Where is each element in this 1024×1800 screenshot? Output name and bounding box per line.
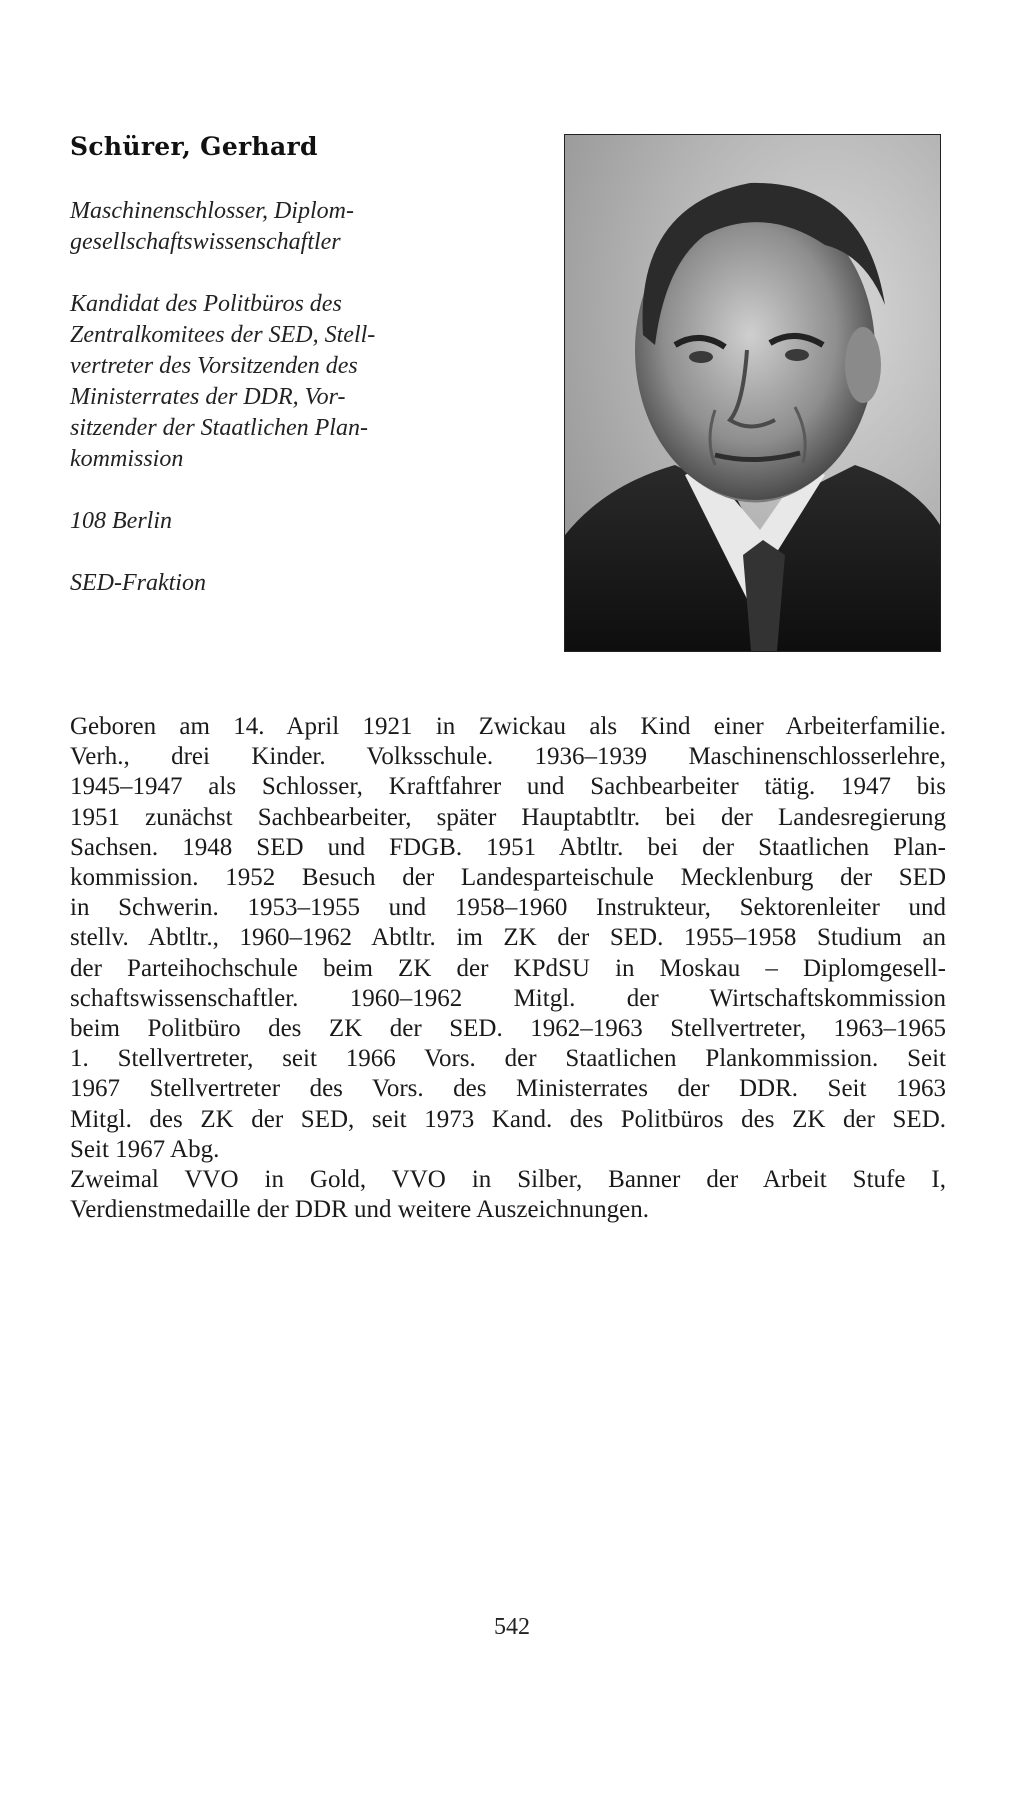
biography-line: Mitgl. des ZK der SED, seit 1973 Kand. des Politbüros des ZK der SED. (70, 1105, 946, 1133)
biography-line: in Schwerin. 1953–1955 und 1958–1960 Instrukteur, Sektorenleiter und (70, 894, 946, 922)
position-line: Kandidat des Politbüros des (70, 291, 342, 317)
biography-line: Verh., drei Kinder. Volksschule. 1936–1939 Maschinenschlosserlehre, (70, 743, 946, 771)
position-line: Zentralkomitees der SED, Stell- (70, 322, 376, 348)
biography-line: Sachsen. 1948 SED und FDGB. 1951 Abtltr. bei der Staatlichen Plan- (70, 833, 946, 861)
biography-line: kommission. 1952 Besuch der Landesparteischule Mecklenburg der SED (70, 864, 946, 892)
location: 108 Berlin (70, 508, 172, 534)
position-line: vertreter des Vorsitzenden des (70, 353, 358, 379)
biography-line: 1951 zunächst Sachbearbeiter, später Hauptabtltr. bei der Landesregierung (70, 803, 946, 831)
awards-line: Verdienstmedaille der DDR und weitere Auszeichnungen. (70, 1196, 649, 1224)
profession-line: gesellschaftswissenschaftler (70, 229, 341, 255)
biography-line: Geboren am 14. April 1921 in Zwickau als Kind einer Arbeiterfamilie. (70, 713, 946, 740)
position-line: sitzender der Staatlichen Plan- (70, 415, 368, 441)
page-number: 542 (494, 1614, 530, 1640)
faction: SED-Fraktion (70, 570, 206, 596)
position-line: kommission (70, 446, 184, 472)
entry-summary (70, 196, 440, 630)
position-line: Ministerrates der DDR, Vor- (70, 384, 346, 410)
biography-line: 1967 Stellvertreter des Vors. des Ministerrates der DDR. Seit 1963 (70, 1075, 946, 1103)
biography-line: 1. Stellvertreter, seit 1966 Vors. der Staatlichen Plankommission. Seit (70, 1045, 946, 1073)
position (70, 289, 440, 475)
profession-line: Maschinenschlosser, Diplom- (70, 198, 354, 224)
biography-line: beim Politbüro des ZK der SED. 1962–1963 Stellvertreter, 1963–1965 (70, 1015, 946, 1043)
biography-line: stellv. Abtltr., 1960–1962 Abtltr. im ZK der SED. 1955–1958 Studium an (70, 924, 946, 952)
profession (70, 196, 440, 258)
biography-text (70, 712, 946, 1225)
entry-name: Schürer, Gerhard (70, 132, 318, 161)
biography-line: 1945–1947 als Schlosser, Kraftfahrer und Sachbearbeiter tätig. 1947 bis (70, 773, 946, 801)
biography-line: schaftswissenschaftler. 1960–1962 Mitgl. der Wirtschaftskommission (70, 984, 946, 1012)
biography-line: Seit 1967 Abg. (70, 1135, 220, 1163)
biography-line: der Parteihochschule beim ZK der KPdSU in Moskau – Diplomgesell- (70, 954, 946, 982)
awards-line: Zweimal VVO in Gold, VVO in Silber, Banner der Arbeit Stufe I, (70, 1166, 946, 1194)
portrait-photo (564, 134, 941, 652)
